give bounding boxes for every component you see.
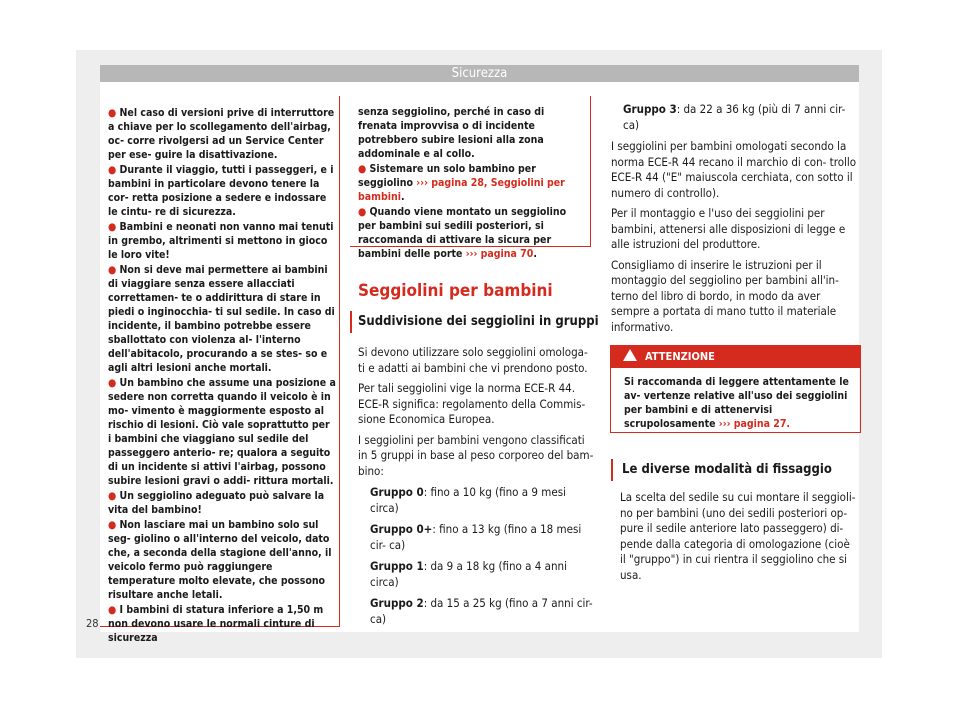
list-item: ● I bambini di statura inferiore a 1,50 m non devono usare le normali cinture di sicurezza <box>108 604 324 644</box>
list-item: ● Un seggiolino adeguato può salvare la vita del bambino! <box>108 490 325 516</box>
section-body <box>358 345 594 627</box>
group-item: Gruppo 1: da 9 a 18 kg (fino a 4 anni circa) <box>370 559 567 589</box>
group-item: Gruppo 0+: fino a 13 kg (fino a 18 mesi cir- ca) <box>370 522 582 552</box>
paragraph: I seggiolini per bambini omologati secondo la norma ECE-R 44 recano il marchio di con- trollo ECE-R 44 ("E" maiuscola cerchiata, con sotto il numero di controllo). <box>611 139 857 200</box>
paragraph: Per il montaggio e l'uso dei seggiolini per bambini, attenersi alle disposizioni di legge e alle istruzioni del produttore. <box>611 206 846 251</box>
group-item: Gruppo 2: da 15 a 25 kg (fino a 7 anni cir- ca) <box>370 596 593 626</box>
list-item: ● Durante il viaggio, tutti i passeggeri, e i bambini in particolare devono tenere la cor- retta posizione a sedere e indossare le cintu- re di sicurezza. <box>108 164 334 218</box>
paragraph: Si devono utilizzare solo seggiolini omologa- ti e adatti ai bambini che vi prendono posto. <box>358 345 588 375</box>
warning-triangle-icon <box>623 349 637 361</box>
page-number: 28 <box>86 617 99 630</box>
attention-header: ATTENZIONE <box>611 346 860 368</box>
attention-text: Si raccomanda di leggere attentamente le av- vertenze relative all'uso dei seggiolini per bambini e di attenervisi scrupolosamente ››› pagina 27. <box>624 376 849 430</box>
section2-body: La scelta del sedile su cui montare il seggioli- no per bambini (uno dei sedili posteriori op- pure il sedile anteriore lato passeggero) di- pende dalla categoria di omologazione (cioè il "gruppo") in cui rientra il seggiolino che si usa. <box>620 490 856 582</box>
list-item: ● Non lasciare mai un bambino solo sul seg- giolino o all'interno del veicolo, dato che, a seconda della stagione dell'anno, il veicolo fermo può raggiungere temperature molto elevate, che possono risultare anche letali. <box>108 519 332 601</box>
warning-continuation <box>358 105 586 262</box>
subtitle-marker <box>350 311 352 333</box>
group-item: Gruppo 0: fino a 10 kg (fino a 9 mesi circa) <box>370 485 566 515</box>
right-column-body <box>611 102 857 335</box>
page-header: Sicurezza <box>100 65 859 82</box>
paragraph: I seggiolini per bambini vengono classificati in 5 gruppi in base al peso corporeo del bam- bino: <box>358 432 594 478</box>
subtitle-marker <box>611 459 613 481</box>
list-item: ● Quando viene montato un seggiolino per bambini sui sedili posteriori, si raccomanda di attivare la sicura per bambini delle porte ››› pagina 70. <box>358 206 567 260</box>
paragraph: Consigliamo di inserire le istruzioni per il montaggio del seggiolino per bambini all'in- terno del libro di bordo, in modo da aver sempre a portata di mano tutto il materiale informativo. <box>611 257 839 334</box>
list-item: ● Sistemare un solo bambino per seggiolino ››› pagina 28, Seggiolini per bambini. <box>358 163 565 203</box>
section2-title: Le diverse modalità di fissaggio <box>622 462 832 477</box>
warning-bullets <box>108 106 336 646</box>
list-item: ● Nel caso di versioni prive di interruttore a chiave per lo scollegamento dell'airbag, oc- corre rivolgersi ad un Service Center per ese- guire la disattivazione. <box>108 107 335 161</box>
section-subtitle: Suddivisione dei seggiolini in gruppi <box>358 314 599 329</box>
page-link[interactable]: ››› pagina 27. <box>718 418 791 430</box>
page-link[interactable]: ››› pagina 28, Seggiolini per bambini <box>358 177 565 203</box>
page-link[interactable]: ››› pagina 70 <box>465 248 534 260</box>
attention-box <box>610 345 861 433</box>
paragraph: Per tali seggiolini vige la norma ECE-R 44. ECE-R significa: regolamento della Commis- sione Economica Europea. <box>358 381 586 426</box>
list-item: ● Un bambino che assume una posizione a sedere non corretta quando il veicolo è in mo- vimento è maggiormente esposto al rischio di lesioni. Ciò vale soprattutto per i bambini che viaggiano sul sedile del passeggero anterio- re; qualora a seguito di un incidente si attivi l'airbag, possono subire lesioni gravi o addi- rittura mortali. <box>108 377 336 487</box>
continued-text: senza seggiolino, perché in caso di frenata improvvisa o di incidente potrebbero subire lesioni alla zona addominale e al collo. <box>358 106 545 160</box>
list-item: ● Non si deve mai permettere ai bambini di viaggiare senza essere allacciati correttamen- te o addirittura di stare in piedi o inginocchia- ti sul sedile. In caso di incidente, il bambino potrebbe essere sballottato con violenza al- l'interno dell'abitacolo, procurando a se stes- so e agli altri lesioni anche mortali. <box>108 264 335 374</box>
list-item: ● Bambini e neonati non vanno mai tenuti in grembo, altrimenti si mettono in gioco le loro vite! <box>108 221 334 261</box>
group-item: Gruppo 3: da 22 a 36 kg (più di 7 anni cir- ca) <box>623 102 846 132</box>
section-title: Seggiolini per bambini <box>358 281 553 301</box>
